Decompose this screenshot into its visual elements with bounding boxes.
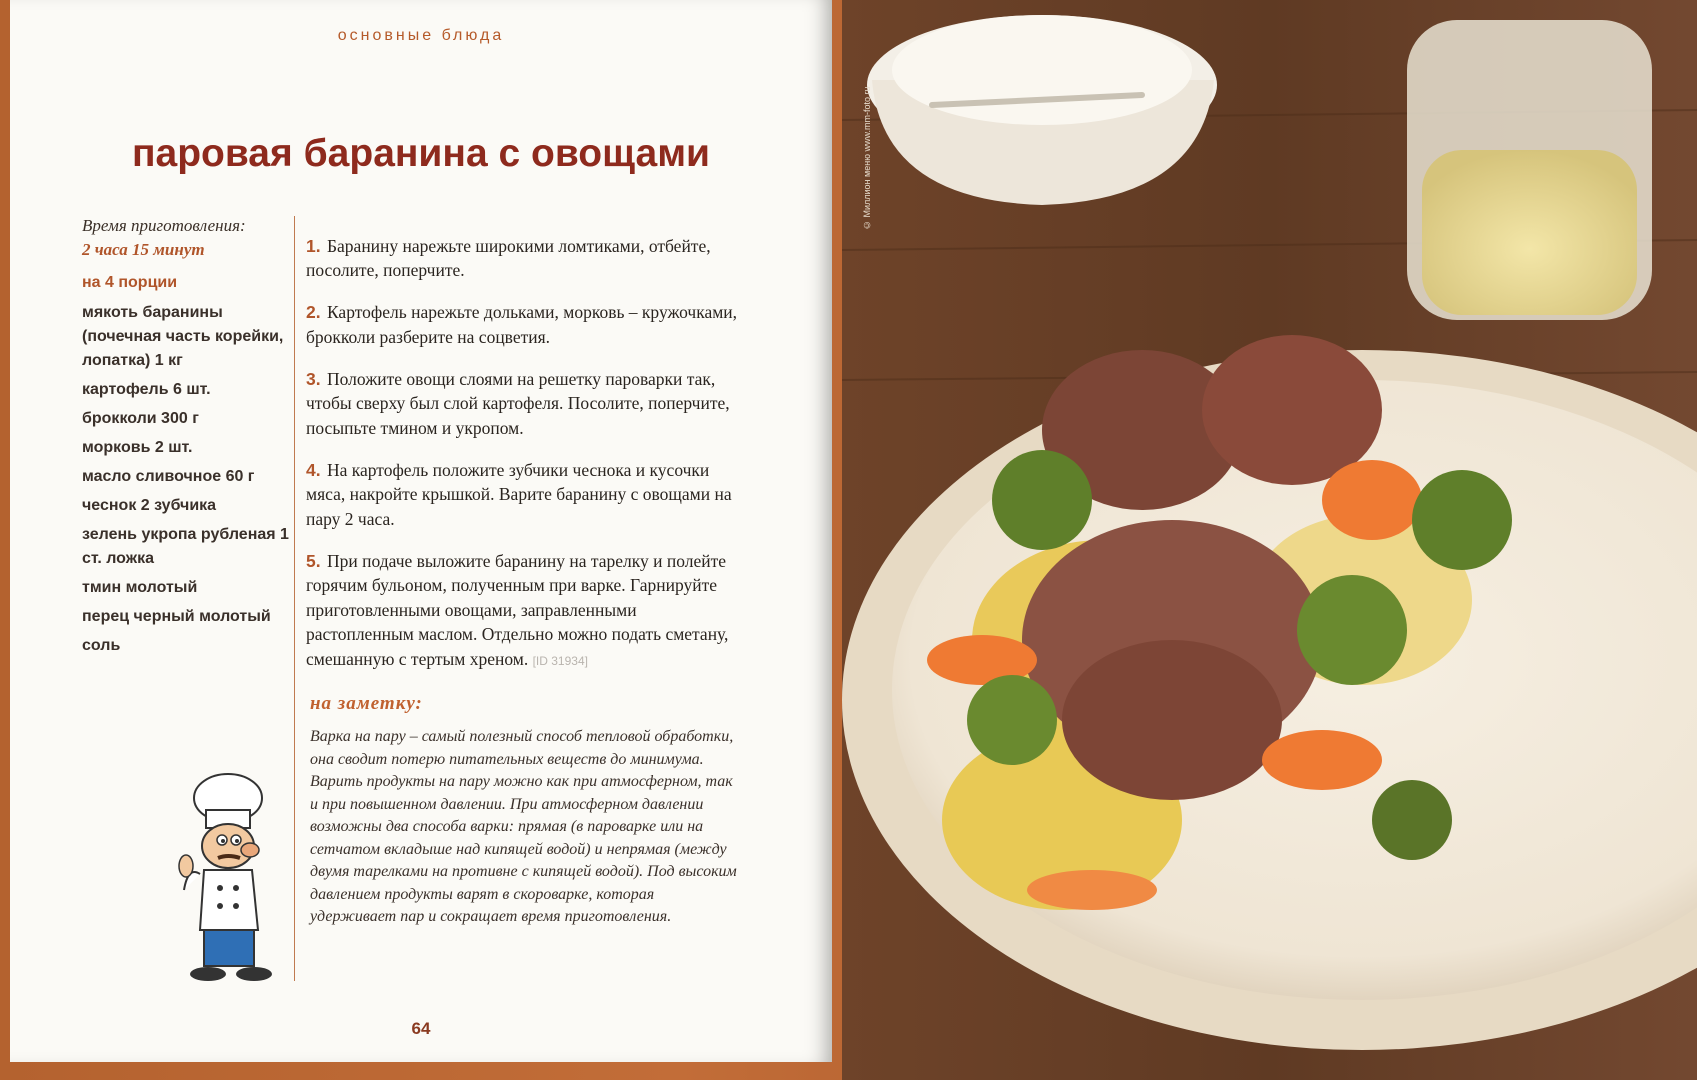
dish-photo (842, 0, 1697, 1080)
column-divider (294, 216, 295, 981)
step-text: Картофель нарежьте дольками, морковь – кружочками, брокколи разберите на соцветия. (306, 302, 738, 347)
step-number: 1. (306, 235, 321, 256)
step (306, 367, 746, 441)
horseradish-jar (1407, 20, 1652, 320)
chef-illustration (170, 770, 290, 990)
step-text: Положите овощи слоями на решетку пароварки так, чтобы сверху был слой картофеля. Посолите, поперчите, посыпьте тмином и укропом. (306, 368, 730, 438)
left-page (10, 0, 832, 1062)
ingredient-item: брокколи 300 г (82, 410, 199, 427)
step-text: Баранину нарежьте широкими ломтиками, отбейте, посолите, поперчите. (306, 235, 711, 280)
ingredients-column (82, 214, 302, 663)
ingredient-item: масло сливочное 60 г (82, 468, 255, 485)
step (306, 234, 746, 283)
step-number: 2. (306, 302, 321, 322)
photo-credit: © Миллион меню www.mm-foto.ru (862, 86, 872, 230)
recipe-id: [ID 31934] (532, 653, 588, 668)
ingredient-item: перец черный молотый (82, 608, 271, 625)
page-number: 64 (411, 1019, 431, 1038)
ingredient-item: мякоть баранины (почечная часть корейки, лопатка) 1 кг (82, 304, 284, 369)
steps-column (306, 216, 746, 683)
note-text: Варка на пару – самый полезный способ тепловой обработки, она сводит потерю питательных веществ до минимума. Варить продукты на пару можно как при атмосферном, так и при повышенном давлении. При атмосферном давлении возможны два способа варки: прямая (в пароварке или на сетчатом вкладыше над кипящей водой) и непрямая (между двумя тарелками на противне с кипящей водой). Под высоким давлением продукты варят в скороварке, которая удерживает пар и сокращает время приготовления. (310, 728, 737, 925)
running-head: основные блюда (337, 27, 505, 44)
step-number: 3. (306, 368, 321, 389)
ingredient-list (82, 301, 302, 658)
cooking-time-label: Время приготовления: (82, 216, 246, 235)
step (306, 458, 746, 532)
ingredient-item: соль (82, 637, 121, 654)
step-number: 4. (306, 459, 321, 480)
recipe-title: паровая баранина с овощами (131, 132, 711, 175)
ingredient-item: тмин молотый (82, 579, 198, 596)
step-text: На картофель положите зубчики чеснока и кусочки мяса, накройте крышкой. Варите баранину с овощами на пару 2 часа. (306, 459, 732, 529)
step (306, 549, 746, 674)
step-number: 5. (306, 550, 321, 571)
step (306, 300, 746, 349)
ingredient-item: картофель 6 шт. (82, 381, 211, 398)
portions: на 4 порции (82, 274, 178, 291)
step-text: При подаче выложите баранину на тарелку и полейте горячим бульоном, полученным при варке. Гарнируйте приготовленными овощами, заправленными растопленным маслом. Отдельно можно подать сметану, смешанную с тертым хреном. (306, 550, 729, 669)
note-heading: на заметку: (310, 693, 423, 714)
cooking-time-value: 2 часа 15 минут (82, 240, 205, 259)
ingredient-item: зелень укропа рубленая 1 ст. ложка (82, 526, 289, 567)
ingredient-item: чеснок 2 зубчика (82, 497, 217, 514)
ingredient-item: морковь 2 шт. (82, 439, 193, 456)
